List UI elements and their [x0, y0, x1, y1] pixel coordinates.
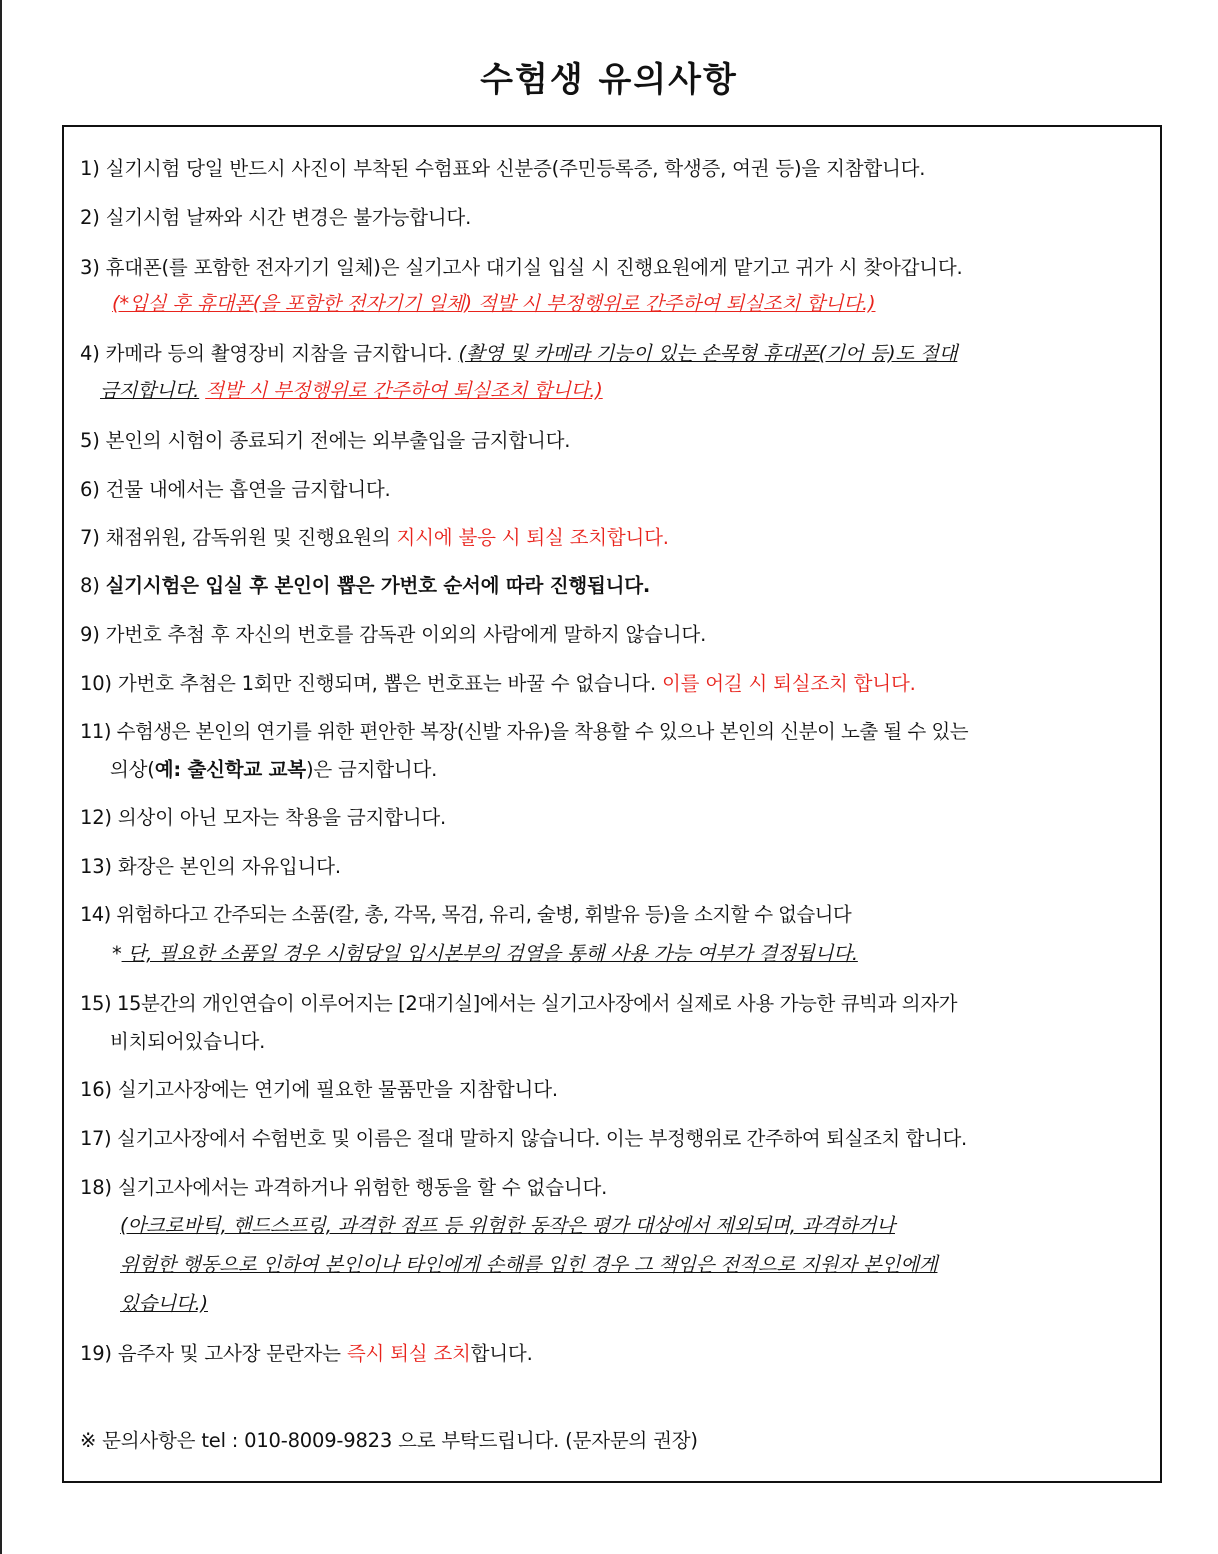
- rule-18-note-2: 위험한 행동으로 인하여 본인이나 타인에게 손해를 입힌 경우 그 책임은 전적으로 지원자 본인에게: [120, 1253, 938, 1276]
- rule-10-warning: 이를 어길 시 퇴실조치 합니다.: [661, 672, 916, 695]
- rule-2: 2) 실기시험 날짜와 시간 변경은 불가능합니다.: [80, 206, 472, 229]
- rule-8: [80, 572, 650, 600]
- rule-10: [80, 670, 916, 698]
- rule-11-cont: [110, 756, 437, 784]
- rule-3: 3) 휴대폰(를 포함한 전자기기 일체)은 실기고사 대기실 입실 시 진행요원에게 맡기고 귀가 시 찾아갑니다.: [80, 256, 963, 279]
- rule-4-cont: [100, 377, 603, 405]
- rule-14-note: 단, 필요한 소품일 경우 시험당일 입시본부의 검열을 통해 사용 가능 여부가 결정됩니다.: [121, 942, 858, 965]
- rule-18-note-1: (아크로바틱, 핸드스프링, 과격한 점프 등 위험한 동작은 평가 대상에서 제외되며, 과격하거나: [120, 1214, 895, 1237]
- rule-1: 1) 실기시험 당일 반드시 사진이 부착된 수험표와 신분증(주민등록증, 학생증, 여권 등)을 지참합니다.: [80, 157, 926, 180]
- rule-12: 12) 의상이 아닌 모자는 착용을 금지합니다.: [80, 806, 447, 829]
- rule-3-warning: (*입실 후 휴대폰(을 포함한 전자기기 일체) 적발 시 부정행위로 간주하여 퇴실조치 합니다.): [112, 292, 876, 315]
- rule-10-text: 10) 가번호 추첨은 1회만 진행되며, 뽑은 번호표는 바꿀 수 없습니다.: [80, 672, 656, 695]
- rule-4-note-cont: 금지합니다.: [100, 379, 200, 402]
- rule-7: [80, 524, 669, 552]
- rule-11-cont-a: 의상(: [110, 758, 155, 781]
- rule-9: 9) 가번호 추첨 후 자신의 번호를 감독관 이외의 사람에게 말하지 않습니다.: [80, 623, 707, 646]
- rule-7-warning: 지시에 불응 시 퇴실 조치합니다.: [396, 526, 669, 549]
- page-left-border: [0, 0, 2, 1554]
- page-title: 수험생 유의사항: [480, 60, 738, 100]
- rule-7-text: 7) 채점위원, 감독위원 및 진행요원의: [80, 526, 391, 549]
- rule-14-cont: [112, 940, 858, 968]
- rule-13: 13) 화장은 본인의 자유입니다.: [80, 855, 341, 878]
- rule-16: 16) 실기고사장에는 연기에 필요한 물품만을 지참합니다.: [80, 1078, 558, 1101]
- rule-18: 18) 실기고사에서는 과격하거나 위험한 행동을 할 수 없습니다.: [80, 1176, 608, 1199]
- rule-15: 15) 15분간의 개인연습이 이루어지는 [2대기실]에서는 실기고사장에서 실제로 사용 가능한 큐빅과 의자가: [80, 992, 958, 1015]
- rule-14-asterisk: *: [112, 942, 122, 965]
- rule-6: 6) 건물 내에서는 흡연을 금지합니다.: [80, 478, 391, 501]
- rule-14: 14) 위험하다고 간주되는 소품(칼, 총, 각목, 목검, 유리, 술병, 휘발유 등)을 소지할 수 없습니다: [80, 903, 852, 926]
- rule-4: [80, 340, 957, 368]
- rule-19-warning: 즉시 퇴실 조치: [346, 1342, 471, 1365]
- rule-19-text: 19) 음주자 및 고사장 문란자는: [80, 1342, 341, 1365]
- rule-19-end: 합니다.: [470, 1342, 533, 1365]
- contact-info: ※ 문의사항은 tel : 010-8009-9823 으로 부탁드립니다. (문자문의 권장): [80, 1429, 698, 1452]
- rule-4-text: 4) 카메라 등의 촬영장비 지참을 금지합니다.: [80, 342, 453, 365]
- rule-5: 5) 본인의 시험이 종료되기 전에는 외부출입을 금지합니다.: [80, 429, 571, 452]
- rule-11-example: 예: 출신학교 교복: [154, 758, 306, 781]
- rule-8-number: 8): [80, 574, 100, 597]
- rule-8-text: 실기시험은 입실 후 본인이 뽑은 가번호 순서에 따라 진행됩니다.: [105, 574, 651, 597]
- rule-11-cont-b: )은 금지합니다.: [305, 758, 438, 781]
- rule-4-warning: 적발 시 부정행위로 간주하여 퇴실조치 합니다.): [205, 379, 603, 402]
- rule-17: 17) 실기고사장에서 수험번호 및 이름은 절대 말하지 않습니다. 이는 부정행위로 간주하여 퇴실조치 합니다.: [80, 1127, 967, 1150]
- rule-4-note: (촬영 및 카메라 기능이 있는 손목형 휴대폰(기어 등)도 절대: [458, 342, 958, 365]
- rule-11: 11) 수험생은 본인의 연기를 위한 편안한 복장(신발 자유)을 착용할 수 있으나 본인의 신분이 노출 될 수 있는: [80, 720, 969, 743]
- rule-15-cont: 비치되어있습니다.: [110, 1030, 266, 1053]
- rule-19: [80, 1340, 533, 1368]
- rule-18-note-3: 있습니다.): [120, 1292, 208, 1315]
